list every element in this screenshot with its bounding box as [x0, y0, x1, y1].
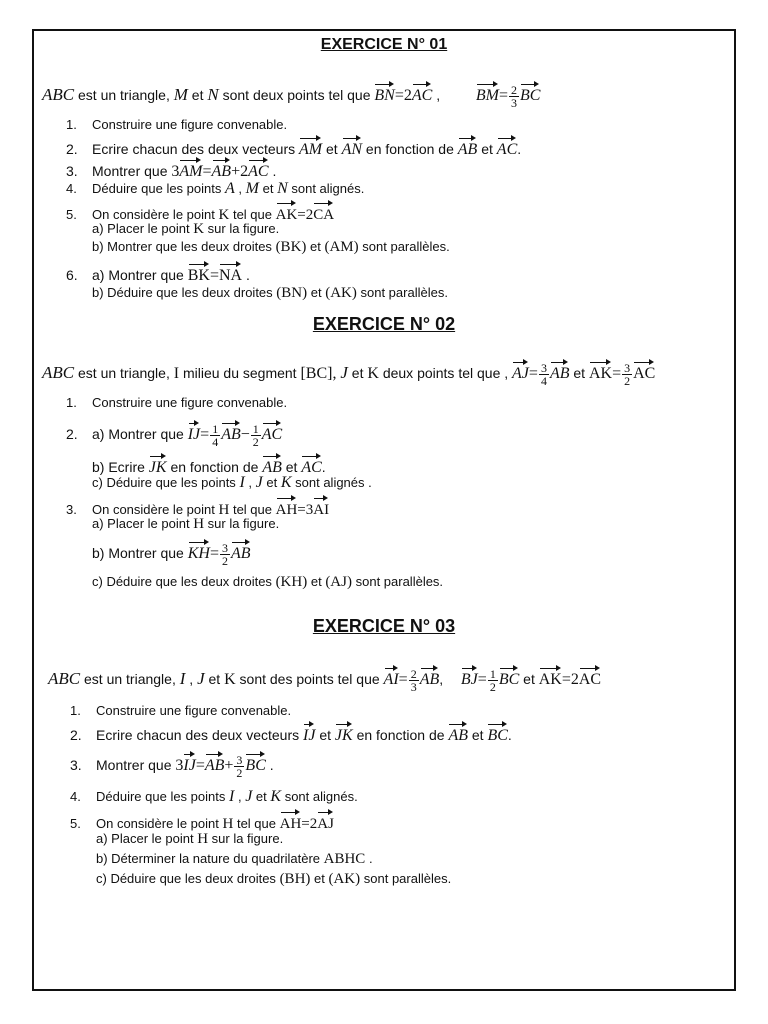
ex2-item-3a: a) Placer le point H sur la figure.	[92, 516, 280, 532]
ex3-item-1: 1. Construire une figure convenable.	[70, 703, 292, 718]
ex3-item-5a: a) Placer le point H sur la figure.	[96, 831, 284, 847]
ex1-item-5b: b) Montrer que les deux droites (BK) et (AM) sont parallèles.	[92, 239, 450, 255]
exercise-2-title: EXERCICE N° 02	[312, 314, 456, 334]
exercise-3-title: EXERCICE N° 03	[312, 616, 456, 636]
ex1-item-2: 2. Ecrire chacun des deux vecteurs AM et AN en fonction de AB et AC.	[66, 136, 521, 159]
ex3-item-5: 5. On considère le point H tel que AH=2AJ	[70, 810, 334, 833]
ex1-item-4: 4. Déduire que les points A , M et N sont alignés.	[66, 180, 365, 197]
ex3-item-2: 2. Ecrire chacun des deux vecteurs IJ et JK en fonction de AB et BC.	[70, 722, 512, 745]
ex2-item-3c: c) Déduire que les deux droites (KH) et (AJ) sont parallèles.	[92, 574, 444, 590]
ex1-item-3: 3. Montrer que 3AM=AB+2AC .	[66, 158, 276, 181]
ex3-item-5c: c) Déduire que les deux droites (BH) et (AK) sont parallèles.	[96, 871, 452, 887]
exercise-2-intro: ABC est un triangle, I milieu du segment [BC], J et K deux points tel que , AJ= $\frac{3}{4}$ AB et AK= $\frac{3}{2}$ AC	[42, 360, 656, 388]
ex3-item-3: 3. Montrer que 3IJ=AB+ $\frac{3}{2}$ BC .	[70, 752, 274, 780]
ex1-item-1: 1. Construire une figure convenable.	[66, 117, 288, 132]
ex2-item-2a: 2. a) Montrer que IJ= $\frac{1}{4}$ AB− $\frac{1}{2}$ AC	[66, 421, 283, 449]
ex2-item-3b: b) Montrer que KH= $\frac{3}{2}$ AB	[92, 540, 251, 568]
ex3-item-4: 4. Déduire que les points I , J et K sont alignés.	[70, 788, 358, 805]
ex1-item-6a: 6. a) Montrer que BK=NA .	[66, 262, 250, 285]
ex2-item-1: 1. Construire une figure convenable.	[66, 395, 288, 410]
exercise-3-intro: ABC est un triangle, I , J et K sont des points tel que AI= $\frac{2}{3}$ AB, BJ= $\frac{1}{2}$ BC et AK=2AC	[48, 666, 602, 694]
ex2-item-3: 3. On considère le point H tel que AH=3AI	[66, 496, 329, 519]
ex2-item-2b: b) Ecrire JK en fonction de AB et AC.	[92, 454, 326, 477]
ex3-item-5b: b) Déterminer la nature du quadrilatère ABHC .	[96, 851, 373, 867]
ex2-item-2c: c) Déduire que les points I , J et K sont alignés .	[92, 474, 372, 491]
exercise-1-intro: ABC est un triangle, M et N sont deux points tel que BN=2AC , BM= $\frac{2}{3}$ BC	[42, 82, 541, 110]
exercise-1-title: EXERCICE N° 01	[320, 36, 448, 53]
ex1-item-5a: a) Placer le point K sur la figure.	[92, 221, 280, 237]
ex1-item-5: 5. On considère le point K tel que AK=2CA	[66, 201, 334, 224]
ex1-item-6b: b) Déduire que les deux droites (BN) et (AK) sont parallèles.	[92, 285, 448, 301]
